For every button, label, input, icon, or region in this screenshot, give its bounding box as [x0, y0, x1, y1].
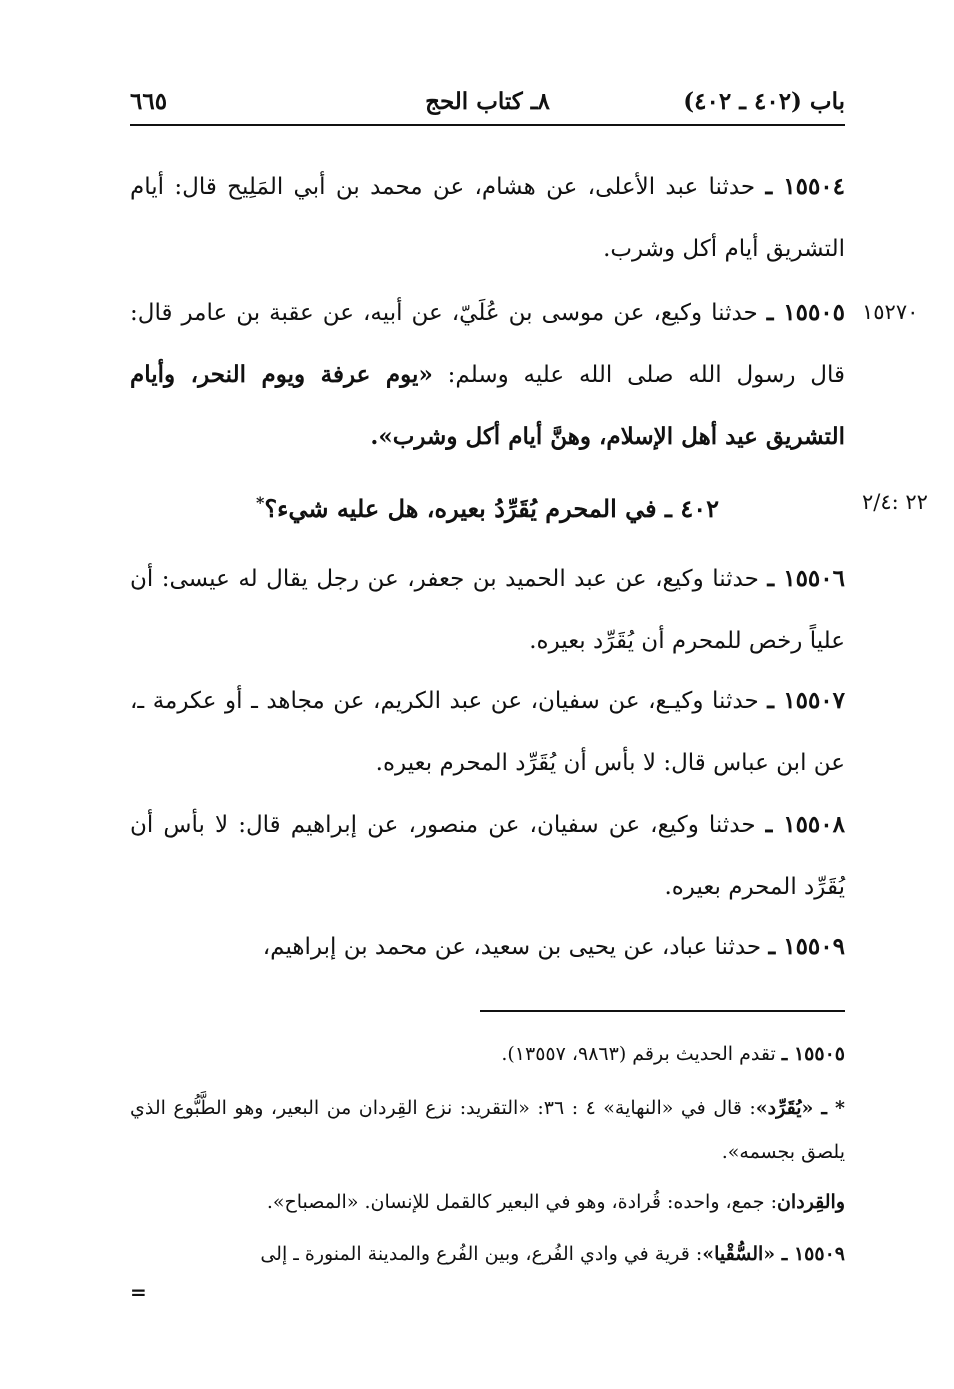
running-header: [130, 82, 845, 122]
margin-reference: ١٥٢٧٠: [862, 300, 919, 324]
hadith-15504: [130, 156, 845, 280]
footnote-qirdan: [130, 1180, 845, 1224]
hadith-number: ١٥٥٠٨ ـ: [765, 811, 845, 838]
footnote-lead: والقِردان: [776, 1191, 845, 1213]
heading-margin-reference: ٢٢ :٢/٤: [862, 490, 928, 514]
footnote-star: [130, 1086, 845, 1174]
header-chapter-ref: باب (٤٠٢ ـ ٤٠٢): [683, 88, 845, 115]
hadith-number: ١٥٥٠٤ ـ: [765, 173, 846, 200]
header-book-title: ٨ـ كتاب الحج: [425, 88, 550, 115]
hadith-text: حدثنا وكيع، عن موسى بن عُلَيّ، عن أبيه، عن عقبة بن عامر قال: قال رسول الله صلى الله عليه وسلم:: [130, 300, 845, 388]
hadith-number: ١٥٥٠٩ ـ: [768, 933, 845, 960]
footnote-15505: [130, 1032, 845, 1076]
hadith-text: حدثنا عباد، عن يحيى بن سعيد، عن محمد بن إبراهيم،: [262, 934, 762, 960]
hadith-text: حدثنا عبد الأعلى، عن هشام، عن محمد بن أبي المَلِيح قال: أيام التشريق أيام أكل وشرب.: [130, 174, 845, 262]
footnote-text: : قال في «النهاية» ٤ : ٣٦: «التقريد: نزع القِردان من البعير، وهو الطَّبُّوع الذي يلصق بجسمه».: [130, 1097, 845, 1163]
footnote-text: تقدم الحديث برقم (٩٨٦٣، ١٣٥٥٧).: [501, 1043, 776, 1065]
hadith-15509: [130, 916, 845, 978]
footnote-text: : قرية في وادي الفُرع، وبين الفُرع والمدينة المنورة ـ إلى: [260, 1243, 703, 1265]
header-rule: [130, 124, 845, 126]
hadith-number: ١٥٥٠٥ ـ: [766, 299, 846, 326]
hadith-quote: «يوم عرفة ويوم النحر، وأيام التشريق عيد أهل الإسلام، وهنَّ أيام أكل وشرب».: [130, 361, 845, 450]
hadith-text: حدثنا وكيـع، عن سفيان، عن عبد الكريم، عن مجاهد ـ أو عكرمة ـ، عن ابن عباس قال: لا بأس أن يُقَرِّد المحرم بعيره.: [130, 688, 845, 776]
footnote-rule: [480, 1010, 845, 1012]
hadith-15507: [130, 670, 845, 794]
chapter-heading: [130, 478, 845, 534]
hadith-number: ١٥٥٠٧ ـ: [767, 687, 846, 714]
footnote-lead: * ـ «يُقَرِّد»: [755, 1097, 845, 1119]
chapter-heading-text: ٤٠٢ ـ في المحرم يُقَرِّدُ بعيره، هل عليه شيء؟: [264, 494, 719, 523]
footnote-marker: *: [255, 493, 265, 512]
footnote-lead: ١٥٥٠٩ ـ «السُّقْيا»: [702, 1243, 845, 1265]
page-number: ٦٦٥: [130, 88, 168, 115]
hadith-text: حدثنا وكيع، عن عبد الحميد بن جعفر، عن رجل يقال له عيسى: أن علياً رخص للمحرم أن يُقَرِّد بعيره.: [130, 566, 845, 654]
footnote-number: ١٥٥٠٥ ـ: [781, 1043, 845, 1065]
hadith-15506: [130, 548, 845, 672]
footnote-text: : جمع، واحده: قُرادة، وهو في البعير كالقمل للإنسان. «المصباح».: [266, 1191, 777, 1213]
hadith-15505: [130, 282, 845, 468]
hadith-text: حدثنا وكيع، عن سفيان، عن منصور، عن إبراهيم قال: لا بأس أن يُقَرِّد المحرم بعيره.: [130, 812, 845, 900]
continuation-mark: =: [130, 1280, 147, 1304]
footnote-15509: [130, 1232, 845, 1276]
hadith-number: ١٥٥٠٦ ـ: [767, 565, 845, 592]
hadith-15508: [130, 794, 845, 918]
